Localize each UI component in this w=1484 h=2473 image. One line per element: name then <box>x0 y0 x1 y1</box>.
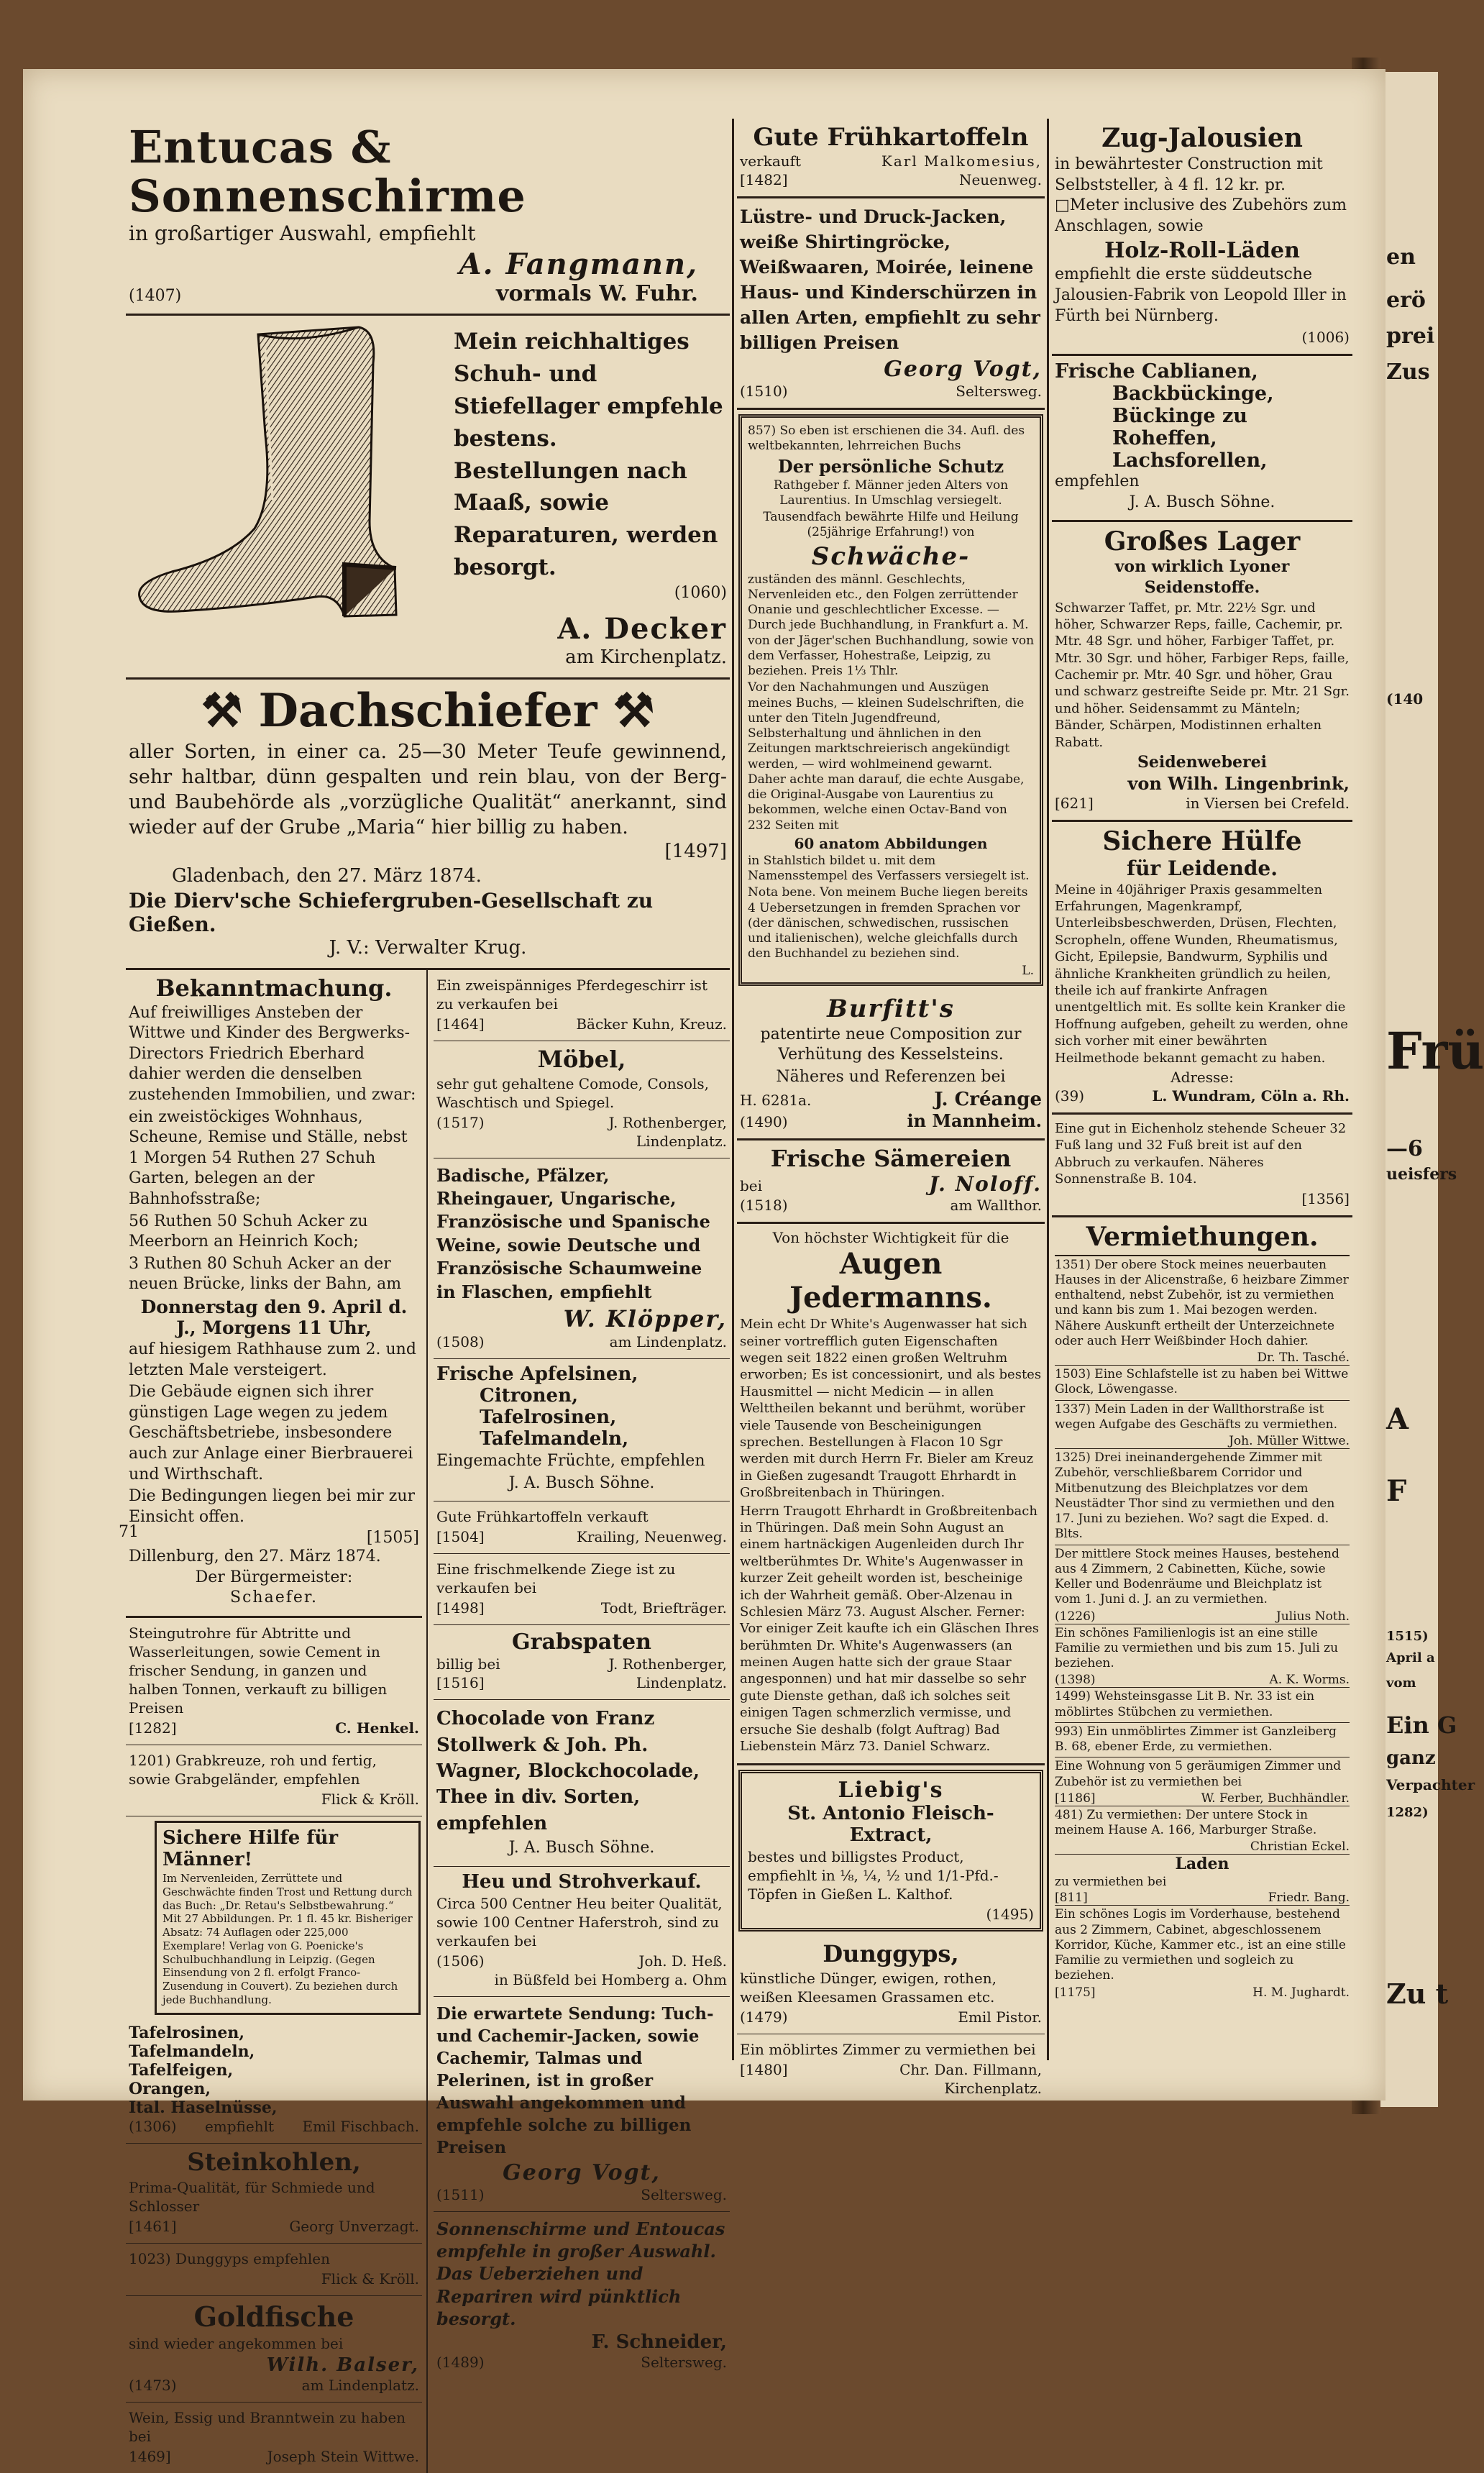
ad-title: Augen Jedermanns. <box>789 1247 992 1315</box>
room-ad <box>737 2034 1045 2105</box>
firm-former: vormals W. Fuhr. <box>496 280 698 306</box>
ad-title: Dunggyps, <box>823 1940 959 1968</box>
ad-title: Möbel, <box>537 1045 626 1073</box>
rental-title: Laden <box>1175 1855 1229 1874</box>
ad-text: billig bei <box>436 1655 500 1673</box>
firm-name: C. Henkel. <box>335 1719 419 1737</box>
firm-name: Joh. D. Heß. <box>638 1952 727 1970</box>
ad-title: Heu und Strohverkauf. <box>462 1870 702 1893</box>
edge-text: Zu t <box>1386 1978 1449 2010</box>
ad-number: (1407) <box>129 286 182 305</box>
rental-entry: Der mittlere Stock meines Hauses, bestehend aus 4 Zimmern, 2 Cabinetten, Küche, sowie Keller und Bodenräume und Bleichplatz ist vom 1. Juni d. J. an zu vermiethen. <box>1055 1546 1339 1607</box>
ad-text: in Stahlstich bildet u. mit dem Namensstempel des Verfassers versiegelt ist. <box>748 853 1030 883</box>
ad-text: Die Gebäude eignen sich ihrer günstigen Lage wegen zu jedem Geschäftsbetriebe, insbesondere auch zur Anlage einer Bierbrauerei und Wirthschaft. <box>129 1383 413 1484</box>
edge-text: erö <box>1386 288 1426 313</box>
ad-title: Entucas & Sonnenschirme <box>129 121 526 223</box>
rental-entry: 993) Ein unmöblirtes Zimmer ist Ganzleiberg B. 68, ebener Erde, zu vermiethen. <box>1055 1724 1350 1758</box>
ad-number: (1510) <box>740 383 788 400</box>
ad-text: Mein reichhaltiges Schuh- und Stiefellager empfehle bestens. Bestellungen nach Maaß, sowie Reparaturen, werden besorgt. <box>454 328 723 581</box>
ad-text: 3 Ruthen 80 Schuh Acker an der neuen Brücke, links der Bahn, am <box>129 1254 402 1294</box>
raisins-ad <box>126 2019 422 2144</box>
ad-text: Im Nervenleiden, Zerrüttete und Geschwächte finden Trost und Rettung durch das Buch: „Dr. Retau's Selbstbewahrung.“ Mit 27 Abbildungen. Pr. 1 fl. 45 kr. Bisheriger Absatz: 74 Auflagen oder 225,000 Exemplare! Verlag von G. Poenicke's Schulbuchhandlung in Leipzig. (Gegen Einsendung von 2 fl. erfolgt Franco-Zusendung in Couvert). Zu beziehen durch jede Buchhandlung. <box>162 1872 413 2006</box>
item: Tafelmandeln, <box>129 2042 255 2061</box>
ad-text: Eine gut in Eichenholz stehende Scheuer 32 Fuß lang und 32 Fuß breit ist auf den Abbruch zu verkaufen. Näheres Sonnenstraße B. 104. <box>1055 1120 1347 1187</box>
ad-number: [1498] <box>436 1599 485 1617</box>
firm-name: F. Schneider, <box>591 2331 727 2353</box>
ad-date: Gladenbach, den 27. März 1874. <box>172 865 482 887</box>
ad-text: 1023) Dunggyps empfehlen <box>129 2249 331 2267</box>
item: Frische Cablianen, <box>1055 360 1258 383</box>
rental-signer: Dr. Th. Tasché. <box>1055 1350 1350 1366</box>
ad-number: (1517) <box>436 1113 485 1131</box>
goldfish-ad <box>126 2296 422 2403</box>
ad-title: für Leidende. <box>1127 856 1278 880</box>
ad-number: [1504] <box>436 1528 485 1546</box>
gypsum-ad <box>126 2244 422 2296</box>
fruit-ad <box>434 1359 730 1501</box>
ad-number: (1490) <box>740 1113 788 1131</box>
firm-name: A. Decker <box>557 612 727 646</box>
rental-signer: H. M. Jughardt. <box>1252 1985 1350 2000</box>
facing-page-edge <box>1380 72 1484 2107</box>
ad-text: auf hiesigem Rathhause zum 2. und letzten Male versteigert. <box>129 1340 416 1379</box>
ad-text: empfiehlt die erste süddeutsche Jalousien-Fabrik von Leopold Iller in Fürth bei Nürnberg. <box>1055 265 1347 325</box>
rental-entry: 1503) Eine Schlafstelle ist zu haben bei Wittwe Glock, Löwengasse. <box>1055 1367 1350 1401</box>
ad-text: empfiehlt <box>204 2117 275 2135</box>
ad-text: Ein möblirtes Zimmer zu vermiethen bei <box>740 2041 1036 2059</box>
ad-number: [1186] <box>1055 1791 1096 1806</box>
ad-text: Ein zweispänniges Pferdegeschirr ist zu verkaufen bei <box>436 976 707 1012</box>
ad-text: in bewährtester Construction mit Selbststeller, à 4 fl. 12 kr. pr. □Meter inclusive des Zubehörs zum Anschlagen, sowie <box>1055 155 1347 235</box>
firm-name: L. Wundram, Cöln a. Rh. <box>1152 1087 1350 1105</box>
ad-number: [1282] <box>129 1719 177 1737</box>
ad-title: Burfitt's <box>827 994 955 1023</box>
ad-number: (1518) <box>740 1197 788 1215</box>
ad-text: bei <box>740 1177 763 1195</box>
blinds-ad <box>1052 119 1352 356</box>
ad-title: Holz-Roll-Läden <box>1104 238 1300 264</box>
ad-text: Prima-Qualität, für Schmiede und Schlosser <box>129 2178 375 2215</box>
ad-title: Großes Lager <box>1104 526 1301 557</box>
coal-ad <box>126 2144 422 2244</box>
firm-name: J. Rothenberger, <box>608 1113 727 1131</box>
ad-number: [621] <box>1055 794 1094 812</box>
remedy-ad <box>1052 822 1352 1115</box>
ad-text: Adresse: <box>1171 1068 1234 1086</box>
firm-name: Joseph Stein Wittwe. <box>267 2447 419 2465</box>
ad-text: Die erwartete Sendung: Tuch- und Cachemir-Jacken, sowie Cachemir, Talmas und Pelerinen, ist in großer Auswahl angekommen und empfehle solche zu billigen Preisen <box>436 2003 714 2157</box>
ad-title: Bekanntmachung. <box>155 974 393 1002</box>
ad-number: (39) <box>1055 1087 1085 1105</box>
ad-number: [1464] <box>436 1015 485 1033</box>
rental-signer: W. Ferber, Buchhändler. <box>1201 1791 1350 1806</box>
ad-title: Liebig's <box>838 1778 944 1804</box>
rental-entry: 1337) Mein Laden in der Wallthorstraße ist wegen Aufgabe des Geschäfts zu vermiethen. <box>1055 1402 1337 1432</box>
item: Citronen, <box>480 1384 579 1407</box>
edge-text: A <box>1386 1402 1409 1436</box>
edge-text: ueisfers <box>1386 1165 1457 1184</box>
rental-entry: 1499) Wehsteinsgasse Lit B. Nr. 33 ist ein möblirtes Stübchen zu vermiethen. <box>1055 1689 1350 1723</box>
firm-name: Wilh. Balser, <box>266 2354 419 2376</box>
firm-place: Seltersweg. <box>641 2353 727 2371</box>
edge-text: 1282) <box>1386 1805 1429 1820</box>
firm-place: in Mannheim. <box>907 1110 1042 1132</box>
firm-name: J. Rothenberger, <box>608 1655 727 1673</box>
ad-title: Grabspaten <box>512 1629 651 1655</box>
pipes-ad <box>126 1618 422 1745</box>
rental-entry: Ein schönes Familienlogis ist an eine stille Familie zu vermiethen und bis zum 15. Juli zu beziehen. <box>1055 1625 1339 1670</box>
firm-name: W. Klöpper, <box>563 1304 727 1333</box>
column-right <box>1052 119 1352 2004</box>
edge-text: prei <box>1386 324 1435 349</box>
rental-entry: Eine Wohnung von 5 geräumigen Zimmer und Zubehör ist zu vermiethen bei <box>1055 1759 1342 1789</box>
ad-text: Sonnenschirme und Entoucas empfehle in großer Auswahl. Das Ueberziehen und Repariren wird pünktlich besorgt. <box>436 2218 725 2329</box>
edge-text: Zus <box>1386 360 1430 385</box>
ad-number: H. 6281a. <box>740 1092 812 1110</box>
edge-text: Frü <box>1386 1021 1484 1081</box>
ad-text: verkauft <box>740 152 802 170</box>
item: Ital. Haselnüsse, <box>129 2098 278 2117</box>
rental-entry: Ein schönes Logis im Vorderhause, bestehend aus 2 Zimmern, Cabinet, abgeschlossenem Korridor, Küche, Kammer etc., ist an eine stille Familie zu vermiethen und sogleich zu beziehen. <box>1055 1907 1346 1983</box>
ad-text: Lüstre- und Druck-Jacken, weiße Shirtingröcke, Weißwaaren, Moirée, leinene Haus- und Kinderschürzen in allen Arten, empfiehlt zu sehr billigen Preisen <box>740 206 1040 353</box>
ad-number: [1461] <box>129 2217 177 2235</box>
liebig-ad <box>738 1770 1043 1932</box>
ad-number: [1482] <box>740 171 788 188</box>
ad-text: aller Sorten, in einer ca. 25—30 Meter Teufe gewinnend, sehr haltbar, dünn gespalten und rein blau, von der Berg- und Baubehörde als „vorzügliche Qualität“ anerkannt, sind wieder auf der Grube „Maria“ hier billig zu haben. <box>129 740 727 839</box>
edge-text: en <box>1386 244 1416 270</box>
ad-title: Sichere Hülfe <box>1102 826 1302 856</box>
firm-name: Georg Vogt, <box>884 357 1042 382</box>
spades-ad <box>434 1625 730 1700</box>
ad-signer: J. V.: Verwalter Krug. <box>329 936 527 959</box>
firm-place: Lindenplatz. <box>636 1674 727 1692</box>
ad-text: Mein echt Dr White's Augenwasser hat sich seiner vortrefflich guten Eigenschaften wegen seit 1822 einen großen Weltruhm erworben; Es ist concessionirt, und als bestes Hausmittel — nicht Medicin — in allen Welttheilen bekannt und berühmt, worüber viele Tausende von Bescheinigungen sprechen. Bestellungen à Flacon 10 Sgr werden mit durch Herrn Fr. Bieler am Kreuz in Gießen zugesandt Traugott Ehrhardt in Großbreitenbach in Thüringen. <box>740 1317 1042 1501</box>
ad-text: Schwarzer Taffet, pr. Mtr. 22½ Sgr. und höher, Schwarzer Reps, faille, Cachemir, pr. Mtr. 48 Sgr. und höher, Farbiger Taffet, pr. Mtr. 30 Sgr. und höher, Farbiger Reps, faille, Cachemir pr. Mtr. 40 Sgr. und höher, Grau und schwarz gestreifte Seide pr. Mtr. 21 Sgr. und höher. Seidensammt zu Mänteln; Bänder, Schärpen, Modistinnen erhalten Rabatt. <box>1055 600 1350 750</box>
ad-number: [1356] <box>1301 1189 1350 1207</box>
ad-number: [1497] <box>664 841 727 863</box>
ad-number: (1226) <box>1055 1609 1096 1624</box>
ad-text: bestes und billigstes Product, empfiehlt in ⅛, ¼, ½ und 1/1-Pfd.-Töpfen in Gießen L. Kalthof. <box>748 1848 999 1903</box>
ad-text: empfehlen <box>1055 472 1140 491</box>
firm-name: Chr. Dan. Fillmann, <box>899 2061 1042 2079</box>
edge-text: (140 <box>1386 690 1424 708</box>
rental-signer: Julius Noth. <box>1275 1609 1350 1624</box>
ad-number: (1495) <box>986 1906 1034 1924</box>
ad-text: Die Bedingungen liegen bei mir zur Einsicht offen. <box>129 1487 416 1526</box>
firm-place: am Kirchenplatz. <box>565 646 727 669</box>
firm-name: Karl Malkomesius, <box>881 152 1042 170</box>
ad-text: Gute Frühkartoffeln verkauft <box>436 1508 649 1526</box>
firm-place: Seltersweg. <box>641 2186 727 2204</box>
ad-number: (1306) <box>129 2117 177 2135</box>
item: Bückinge zu Roheffen, <box>1112 405 1247 450</box>
firm-name: J. Créange <box>934 1089 1042 1111</box>
ad-text: Vor den Nachahmungen und Auszügen meines Buchs, — kleinen Sudelschriften, die unter den Titeln Jugendfreund, Selbsterhaltung und ähnlichen in den Zeitungen marktschreierisch angekündigt werden, — wird wohlmeinend gewarnt. Daher achte man darauf, die echte Ausgabe, die Original-Ausgabe von Laurentius zu bekommen, welche einen Octav-Band von 232 Seiten mit <box>748 680 1025 833</box>
ad-text: 1201) Grabkreuze, roh und fertig, sowie Grabgeländer, empfehlen <box>129 1752 377 1788</box>
ad-text: Tausendfach bewährte Hilfe und Heilung (25jährige Erfahrung!) von <box>763 510 1019 540</box>
cloth-ad <box>434 1997 730 2212</box>
column-rule <box>1047 119 1049 2060</box>
ad-number: [811] <box>1055 1891 1088 1906</box>
kettle-ad <box>737 990 1045 1141</box>
ad-text: sehr gut gehaltene Comode, Consols, Waschtisch und Spiegel. <box>436 1074 710 1111</box>
rental-signer: Christian Eckel. <box>1055 1839 1350 1855</box>
firm-place: Seltersweg. <box>956 383 1042 400</box>
firm-name: J. A. Busch Söhne. <box>1129 493 1275 511</box>
ad-title: Gute Frühkartoffeln <box>753 123 1029 152</box>
ad-date: Dillenburg, den 27. März 1874. <box>129 1548 381 1566</box>
ad-text: Eine frischmelkende Ziege ist zu verkaufen bei <box>436 1560 676 1597</box>
ad-text: Circa 500 Centner Heu beiter Qualität, sowie 100 Centner Haferstroh, sind zu verkaufen bei <box>436 1894 723 1949</box>
ad-number: [1505] <box>366 1529 419 1548</box>
section-title: Vermiethungen. <box>1055 1222 1350 1256</box>
firm-name: Flick & Kröll. <box>321 2269 419 2287</box>
ad-text: Auf freiwilliges Ansteben der Wittwe und Kinder des Bergwerks-Directors Friedrich Eberhard dahier werden die denselben zustehenden Immobilien, und zwar: <box>129 1003 416 1104</box>
ad-subtitle: von wirklich Lyoner Seidenstoffe. <box>1114 557 1290 597</box>
ad-signer: Der Bürgermeister: <box>195 1568 353 1586</box>
ad-title: Dachschiefer <box>258 684 597 739</box>
ad-text: Badische, Pfälzer, Rheingauer, Ungarische, Französische und Spanische Weine, sowie Deutsche und Französische Schaumweine in Flaschen, empfiehlt <box>436 1164 710 1302</box>
item: Orangen, <box>129 2079 211 2098</box>
rental-entry: 481) Zu vermiethen: Der untere Stock in meinem Hause A. 166, Marburger Straße. <box>1055 1807 1317 1837</box>
firm-name: A. Fangmann, <box>459 247 698 281</box>
rental-entry: zu vermiethen bei <box>1055 1875 1167 1890</box>
column-middle <box>737 119 1045 2105</box>
firm-name: Todt, Briefträger. <box>600 1599 727 1617</box>
item: Tafelmandeln, <box>480 1427 629 1450</box>
parasol-ad <box>434 2212 730 2379</box>
firm-name: Flick & Kröll. <box>321 1791 419 1809</box>
help-ad <box>155 1821 421 2015</box>
fertilizer-ad <box>737 1936 1045 2034</box>
ad-text: So eben ist erschienen die 34. Aufl. des weltbekannten, lehrreichen Buchs <box>748 424 1025 454</box>
page-number: 71 <box>119 1523 139 1541</box>
ad-title: St. Antonio Fleisch-Extract, <box>787 1803 994 1847</box>
firm-place: am Lindenplatz. <box>301 2376 419 2394</box>
ad-text: Rathgeber f. Männer jeden Alters von Laurentius. In Umschlag versiegelt. <box>773 477 1009 508</box>
edge-text: 1515) <box>1386 1629 1429 1644</box>
ad-number: (1506) <box>436 1952 485 1970</box>
potato2-ad <box>434 1501 730 1554</box>
firm-place: in Büßfeld bei Homberg a. Ohm <box>494 1970 727 1988</box>
ad-title: Sichere Hilfe für Männer! <box>162 1827 339 1871</box>
goat-ad <box>434 1554 730 1625</box>
ad-title: 60 anatom Abbildungen <box>794 834 988 852</box>
boot-illustration <box>129 320 445 622</box>
firm-name: Emil Fischbach. <box>302 2117 419 2135</box>
ad-text: künstliche Dünger, ewigen, rothen, weißen Kleesamen Grassamen etc. <box>740 1970 997 2006</box>
fish-ad <box>1052 356 1352 522</box>
edge-text: Verpachter <box>1386 1776 1475 1793</box>
ad-text: ein zweistöckiges Wohnhaus, Scheune, Remise und Ställe, nebst 1 Morgen 54 Ruthen 27 Schuh Garten, belegen an der Bahnhofsstraße; <box>129 1107 408 1208</box>
chocolate-ad <box>434 1700 730 1867</box>
signer-name: Schaefer. <box>230 1589 318 1607</box>
ad-number: 1469] <box>129 2447 171 2465</box>
slate-ad <box>126 680 730 970</box>
hay-ad <box>434 1867 730 1997</box>
hammer-icon: ⚒ <box>597 684 655 739</box>
item: Frische Apfelsinen, <box>436 1363 638 1385</box>
book-ad <box>738 414 1043 986</box>
ad-text: Näheres und Referenzen bei <box>776 1067 1006 1086</box>
rental-entry: 1351) Der obere Stock meines neuerbauten Hauses in der Alicenstraße, 6 heizbare Zimmer enthaltend, nebst Zubehör, ist zu vermiethen und kann bis zum 1. Mai bezogen werden. Nähere Auskunft ertheilt der Unterzeichnete oder auch Herr Weißbinder Hoch dahier. <box>1055 1257 1349 1348</box>
rental-signer: A. K. Worms. <box>1269 1673 1350 1688</box>
firm-name: J. A. Busch Söhne. <box>508 1839 655 1857</box>
firm-place: am Wallthor. <box>950 1197 1042 1215</box>
ad-number: (1060) <box>674 584 727 603</box>
edge-text: ganz <box>1386 1747 1436 1769</box>
item: Tafelfeigen, <box>129 2060 234 2080</box>
rental-signer: Friedr. Bang. <box>1268 1891 1350 1906</box>
ad-text: Chocolade von Franz Stollwerk & Joh. Ph. Wagner, Blockchocolade, Thee in div. Sorten, empfehlen <box>436 1708 700 1834</box>
firm-name: J. A. Busch Söhne. <box>508 1473 655 1492</box>
shoe-ad <box>126 316 730 680</box>
ad-text: patentirte neue Composition zur Verhütung des Kesselsteins. <box>760 1025 1022 1064</box>
ad-text: Meine in 40jähriger Praxis gesammelten Erfahrungen, Magenkrampf, Unterleibsbeschwerden, Drüsen, Flechten, Scropheln, offene Wunden, Rheumatismus, Gicht, Epilepsie, Bandwurm, Syphilis und ähnliche Krankheiten gründlich zu heilen, theile ich auf frankirte Anfragen unentgeltlich mit. Es sollte kein Kranker die Hoffnung aufgeben, geheilt zu werden, ohne sich vorher mit einer bewährten Heilmethode bekannt gemacht zu haben. <box>1055 882 1348 1066</box>
furniture-ad <box>434 1041 730 1158</box>
ad-text: Nota bene. Von meinem Buche liegen bereits 4 Uebersetzungen in fremden Sprachen vor (der dänischen, schwedischen, russischen und italienischen), welche gleichfalls durch den Buchhandel zu beziehen sind. <box>748 885 1028 961</box>
ad-number: [1516] <box>436 1674 485 1692</box>
item: Tafelrosinen, <box>129 2023 244 2042</box>
firm-place: Kirchenplatz. <box>944 2080 1042 2098</box>
ad-title: Der persönliche Schutz <box>777 455 1004 477</box>
item: Lachsforellen, <box>1112 449 1268 472</box>
horse-ad <box>434 970 730 1041</box>
ad-text: Herrn Traugott Ehrhardt in Großbreitenbach in Thüringen. Daß mein Sohn August an einem hartnäckigen Augenleiden durch Ihr weltberühmtes Dr. White's Augenwasser in kurzer Zeit geheilt worden ist, bescheinige ich der Wahrheit gemäß. Ober-Alzenau in Schlesien März 73. August Alscher. Ferner: Vor einiger Zeit kaufte ich ein Gläschen Ihres berühmten Dr. White's Augenwassers (an meinen Augen hatte sich der graue Staar angesponnen) und hat mir dasselbe so sehr gute Dienste gethan, daß ich solches seit einigen Tagen schmerzlich vermisse, und ersuche Sie deshalb (folgt Auftrag) Bad Liebenstein März 73. Daniel Schwarz. <box>740 1503 1039 1755</box>
firm-name: Krailing, Neuenweg. <box>576 1528 727 1546</box>
firm-place: in Viersen bei Crefeld. <box>1186 794 1350 812</box>
ad-text: Steingutrohre für Abtritte und Wasserleitungen, sowie Cement in frischer Sendung, in ganzen und halben Tonnen, verkauft zu billigen Preisen <box>129 1624 388 1717</box>
ad-number: 857) <box>748 424 777 438</box>
item: Backbückinge, <box>1112 383 1274 406</box>
ad-text: zuständen des männl. Geschlechts, Nervenleiden etc., den Folgen zerrüttender Onanie und geschlechtlicher Excesse. — Durch jede Buchhandlung, in Frankfurt a. M. von der Jäger'schen Buchhandlung, sowie von dem Verfasser, Hohestraße, Leipzig, zu beziehen. Preis 1⅓ Thlr. <box>748 572 1035 678</box>
column-rule <box>732 119 734 2060</box>
edge-text: Ein G <box>1386 1711 1457 1739</box>
firm-name: Georg Vogt, <box>503 2160 661 2186</box>
ad-number: (1479) <box>740 2008 788 2026</box>
company-name: Die Dierv'sche Schiefergruben-Gesellschaft zu Gießen. <box>129 888 654 936</box>
firm-name: Emil Pistor. <box>958 2008 1042 2026</box>
rental-signer: Joh. Müller Wittwe. <box>1055 1434 1350 1449</box>
edge-text: vom <box>1386 1676 1416 1691</box>
ad-title: Goldfische <box>193 2300 354 2333</box>
ad-title: Frische Sämereien <box>770 1145 1012 1173</box>
firm-name: Bäcker Kuhn, Kreuz. <box>576 1015 727 1033</box>
firm-name: von Wilh. Lingenbrink, <box>1127 772 1350 794</box>
firm-place: am Lindenplatz. <box>609 1333 727 1350</box>
subcol-a1 <box>126 970 428 2473</box>
column-left <box>126 119 730 2473</box>
item: Tafelrosinen, <box>480 1406 617 1428</box>
subcol-a2 <box>428 970 730 2473</box>
edge-text: —6 <box>1386 1136 1423 1161</box>
left-sub-columns <box>126 970 730 2473</box>
ad-number: [1175] <box>1055 1985 1096 2000</box>
ad-text: Eingemachte Früchte, empfehlen <box>436 1451 705 1470</box>
potato-ad <box>737 119 1045 198</box>
wines-ad <box>434 1158 730 1359</box>
ad-number: (1511) <box>436 2186 485 2204</box>
eyewater-ad <box>737 1224 1045 1765</box>
ad-subtitle: Seidenweberei <box>1137 753 1267 772</box>
ad-title: Zug-Jalousien <box>1101 123 1303 153</box>
silk-ad <box>1052 522 1352 821</box>
rentals <box>1052 1217 1352 2004</box>
seeds-ad <box>737 1140 1045 1224</box>
ad-number: (1489) <box>436 2353 485 2371</box>
rental-entry: 1325) Drei ineinandergehende Zimmer mit Zubehör, verschließbarem Corridor und Mitbenutzung des Bleichplatzes vor dem Neustädter Thor sind zu vermiethen und den 17. Juni zu beziehen. Wo? sagt die Exped. d. Blts. <box>1055 1450 1350 1545</box>
auction-date: Donnerstag den 9. April d. J., Morgens 11 Uhr, <box>140 1296 408 1338</box>
edge-text: April a <box>1386 1650 1435 1665</box>
ad-number: (1508) <box>436 1333 485 1350</box>
ad-text: Wein, Essig und Branntwein zu haben bei <box>129 2408 406 2445</box>
ad-number: (1473) <box>129 2376 177 2394</box>
jackets-ad <box>737 198 1045 410</box>
ad-number: [1480] <box>740 2061 788 2079</box>
firm-name: Georg Unverzagt. <box>289 2217 419 2235</box>
ad-text: Von höchster Wichtigkeit für die <box>772 1229 1009 1247</box>
ad-number: (1006) <box>1301 329 1350 347</box>
firm-place: Neuenweg. <box>958 171 1042 188</box>
ad-text: sind wieder angekommen bei <box>129 2334 344 2352</box>
ad-text: 56 Ruthen 50 Schuh Acker zu Meerborn an Heinrich Koch; <box>129 1212 368 1251</box>
crosses-ad <box>126 1745 422 1816</box>
firm-name: J. Noloff. <box>929 1172 1042 1197</box>
umbrella-ad <box>126 119 730 316</box>
wine-ad <box>126 2403 422 2473</box>
ad-number: (1398) <box>1055 1673 1096 1688</box>
hammer-icon: ⚒ <box>201 684 259 739</box>
ad-text: in großartiger Auswahl, empfiehlt <box>129 221 476 246</box>
firm-place: Lindenplatz. <box>636 1132 727 1150</box>
barn-ad <box>1052 1115 1352 1217</box>
announcement <box>126 970 422 1618</box>
ad-title: Steinkohlen, <box>187 2147 361 2177</box>
ad-title: Schwäche- <box>811 541 971 571</box>
ad-signer: L. <box>1022 963 1034 978</box>
edge-text: F <box>1386 1474 1407 1508</box>
